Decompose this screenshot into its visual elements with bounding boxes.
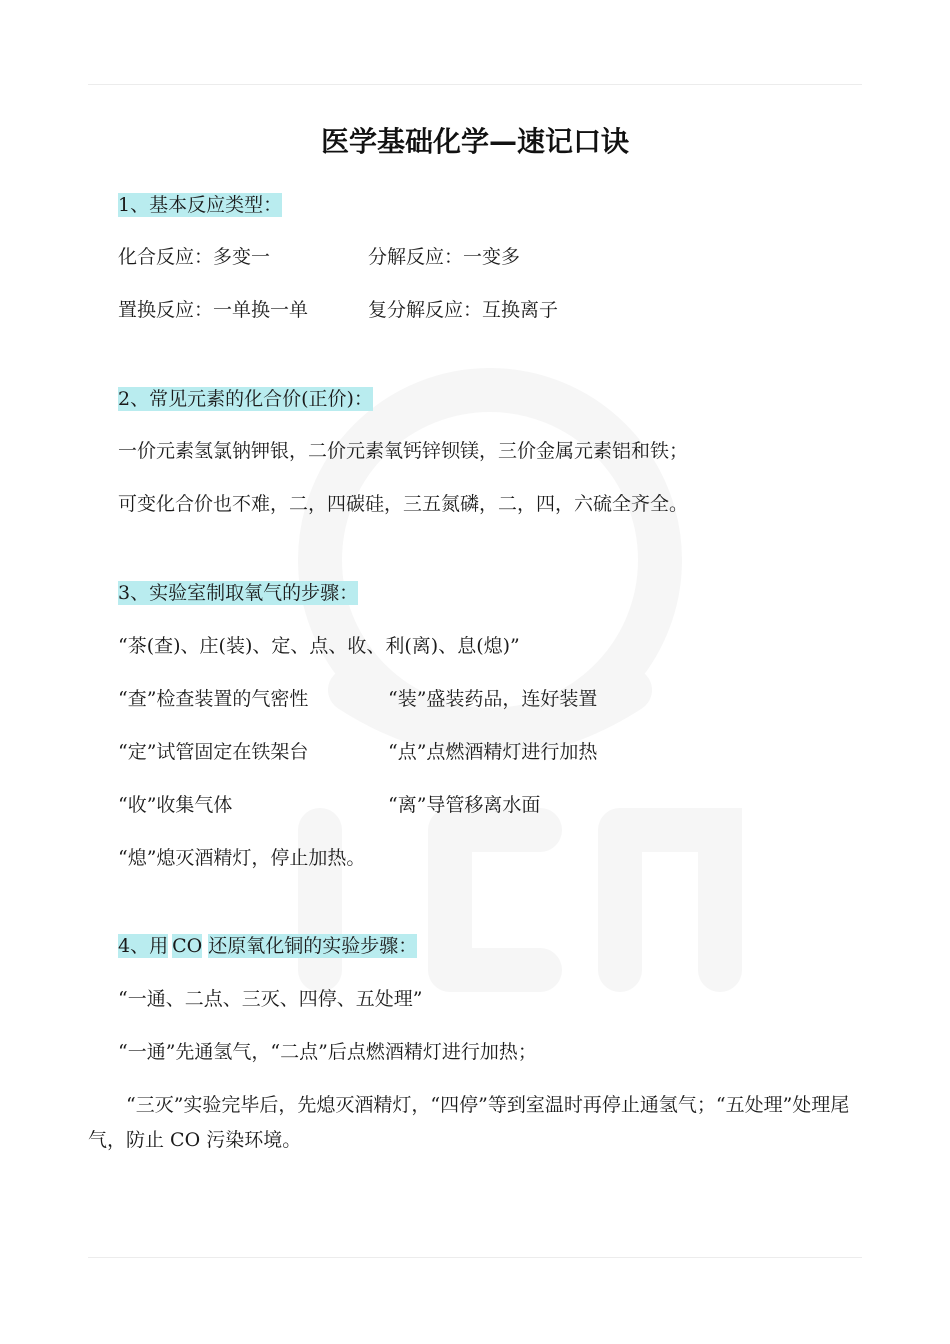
co-step-line: “一通”先通氢气，“二点”后点燃酒精灯进行加热； <box>118 1041 537 1063</box>
oxygen-step: “查”检查装置的气密性 <box>118 688 309 710</box>
oxygen-steps-mnemonic: “茶(查)、庄(装)、定、点、收、利(离)、息(熄)” <box>118 635 520 657</box>
oxygen-step: “熄”熄灭酒精灯，停止加热。 <box>118 847 366 869</box>
page-title: 医学基础化学—速记口诀 <box>320 125 629 158</box>
section-3-heading: 3、实验室制取氧气的步骤： <box>118 582 359 604</box>
oxygen-step: “离”导管移离水面 <box>388 794 541 816</box>
oxygen-step: “收”收集气体 <box>118 794 233 816</box>
reaction-type-item: 分解反应：一变多 <box>368 246 521 268</box>
valence-rhyme-line: 可变化合价也不难，二，四碳硅，三五氮磷，二，四，六硫全齐全。 <box>118 493 689 515</box>
reaction-type-item: 复分解反应：互换离子 <box>368 299 559 321</box>
oxygen-step: “定”试管固定在铁架台 <box>118 741 309 763</box>
valence-rhyme-line: 一价元素氢氯钠钾银，二价元素氧钙锌钡镁，三价金属元素铝和铁； <box>118 440 689 462</box>
oxygen-step: “点”点燃酒精灯进行加热 <box>388 741 598 763</box>
oxygen-step: “装”盛装药品，连好装置 <box>388 688 598 710</box>
reaction-type-item: 化合反应：多变一 <box>118 246 271 268</box>
section-2-heading: 2、常见元素的化合价(正价)： <box>118 388 373 410</box>
footer-rule <box>88 1257 862 1258</box>
header-rule <box>88 84 862 85</box>
section-1-heading: 1、基本反应类型： <box>118 194 283 216</box>
co-step-paragraph: “三灭”实验完毕后，先熄灭酒精灯，“四停”等到室温时再停止通氢气；“五处理”处理尾气，防止 CO 污染环境。 <box>88 1094 850 1151</box>
co-steps-mnemonic: “一通、二点、三灭、四停、五处理” <box>118 988 423 1010</box>
reaction-type-item: 置换反应：一单换一单 <box>118 299 309 321</box>
section-4-heading: 4、用 CO 还原氧化铜的实验步骤： <box>118 935 418 957</box>
